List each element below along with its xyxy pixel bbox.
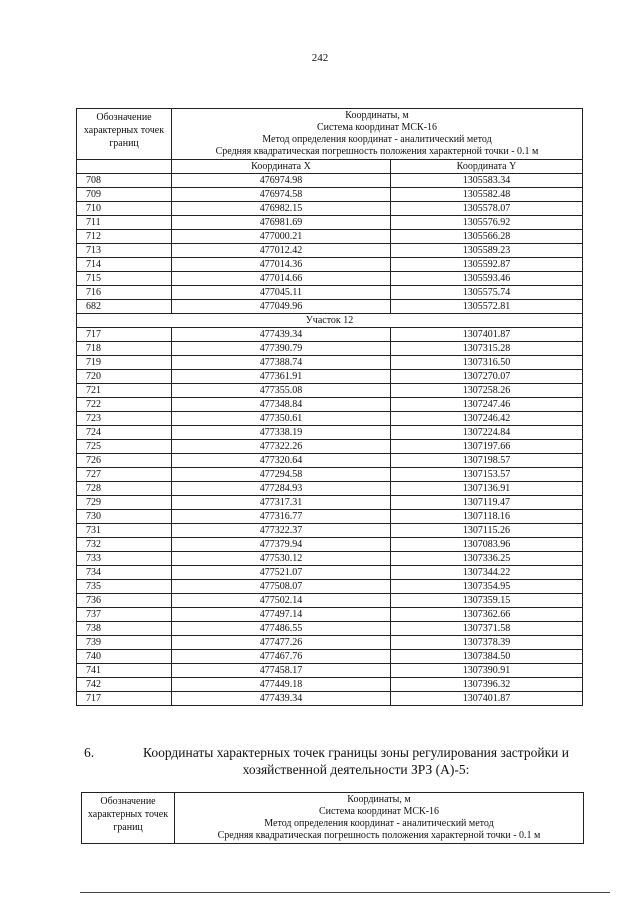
point-number-cell: 737 bbox=[77, 608, 172, 622]
table-row bbox=[77, 454, 583, 468]
section-6-heading bbox=[84, 744, 594, 778]
point-number-cell: 734 bbox=[77, 566, 172, 580]
coord-y-cell: 1307316.50 bbox=[391, 356, 583, 370]
section-label: Участок 12 bbox=[77, 314, 583, 328]
coord-y-cell: 1305583.34 bbox=[391, 174, 583, 188]
table-row bbox=[77, 482, 583, 496]
coord-x-cell: 476974.98 bbox=[172, 174, 391, 188]
empty-subheader-cell bbox=[77, 160, 172, 174]
table-row bbox=[77, 692, 583, 706]
coord-x-cell: 477530.12 bbox=[172, 552, 391, 566]
coord-x-cell: 477467.76 bbox=[172, 650, 391, 664]
point-number-cell: 719 bbox=[77, 356, 172, 370]
coord-y-cell: 1307344.22 bbox=[391, 566, 583, 580]
point-number-cell: 708 bbox=[77, 174, 172, 188]
table-row bbox=[77, 300, 583, 314]
coord-y-cell: 1307315.28 bbox=[391, 342, 583, 356]
coord-x-cell: 477350.61 bbox=[172, 412, 391, 426]
point-number-cell: 733 bbox=[77, 552, 172, 566]
bottom-rule bbox=[80, 892, 610, 893]
coord-y-cell: 1307384.50 bbox=[391, 650, 583, 664]
point-number-cell: 731 bbox=[77, 524, 172, 538]
coord-y-cell: 1307401.87 bbox=[391, 328, 583, 342]
table-row bbox=[77, 440, 583, 454]
coord-y-header: Координата Y bbox=[391, 160, 583, 174]
point-designation-header: Обозначение характерных точек границ bbox=[82, 793, 175, 844]
point-number-cell: 727 bbox=[77, 468, 172, 482]
coord-y-cell: 1307359.15 bbox=[391, 594, 583, 608]
coord-y-cell: 1307390.91 bbox=[391, 664, 583, 678]
coord-x-cell: 477439.34 bbox=[172, 692, 391, 706]
point-number-cell: 726 bbox=[77, 454, 172, 468]
mean-square-error: Средняя квадратическая погрешность положения характерной точки - 0.1 м bbox=[215, 146, 539, 157]
coordinates-title: Координаты, м bbox=[345, 110, 409, 121]
coord-x-cell: 477014.36 bbox=[172, 258, 391, 272]
table-row bbox=[77, 216, 583, 230]
table-row bbox=[77, 202, 583, 216]
coord-y-cell: 1307246.42 bbox=[391, 412, 583, 426]
point-number-cell: 729 bbox=[77, 496, 172, 510]
table-row bbox=[77, 412, 583, 426]
coord-y-cell: 1305593.46 bbox=[391, 272, 583, 286]
coord-x-cell: 477012.42 bbox=[172, 244, 391, 258]
table-row bbox=[77, 398, 583, 412]
coord-x-cell: 477508.07 bbox=[172, 580, 391, 594]
coord-y-cell: 1307371.58 bbox=[391, 622, 583, 636]
table-row bbox=[77, 664, 583, 678]
table-subheader-row bbox=[77, 160, 583, 174]
coord-x-cell: 477439.34 bbox=[172, 328, 391, 342]
coord-y-cell: 1307354.95 bbox=[391, 580, 583, 594]
coordinate-system: Система координат МСК-16 bbox=[316, 122, 438, 133]
coord-x-cell: 477284.93 bbox=[172, 482, 391, 496]
coord-y-cell: 1307258.26 bbox=[391, 384, 583, 398]
determination-method: Метод определения координат - аналитический метод bbox=[264, 818, 494, 829]
table-row bbox=[77, 510, 583, 524]
point-number-cell: 722 bbox=[77, 398, 172, 412]
coord-y-cell: 1307197.66 bbox=[391, 440, 583, 454]
coord-x-cell: 477316.77 bbox=[172, 510, 391, 524]
coord-x-cell: 477014.66 bbox=[172, 272, 391, 286]
table-row bbox=[77, 258, 583, 272]
coord-y-cell: 1307136.91 bbox=[391, 482, 583, 496]
coordinates-title: Координаты, м bbox=[347, 794, 411, 805]
table-row bbox=[77, 244, 583, 258]
point-number-cell: 717 bbox=[77, 328, 172, 342]
coord-x-cell: 477502.14 bbox=[172, 594, 391, 608]
coord-x-cell: 477320.64 bbox=[172, 454, 391, 468]
point-number-cell: 714 bbox=[77, 258, 172, 272]
coord-x-cell: 477338.19 bbox=[172, 426, 391, 440]
table-row bbox=[77, 566, 583, 580]
table-row bbox=[77, 524, 583, 538]
table-row bbox=[77, 608, 583, 622]
point-number-cell: 709 bbox=[77, 188, 172, 202]
coord-y-cell: 1307198.57 bbox=[391, 454, 583, 468]
table-row bbox=[77, 286, 583, 300]
coord-y-cell: 1307119.47 bbox=[391, 496, 583, 510]
point-number-cell: 711 bbox=[77, 216, 172, 230]
coord-x-cell: 477322.37 bbox=[172, 524, 391, 538]
table-header-row bbox=[82, 793, 584, 844]
coordinates-table-2 bbox=[81, 792, 584, 844]
table-row bbox=[77, 230, 583, 244]
point-number-cell: 710 bbox=[77, 202, 172, 216]
table-row bbox=[77, 328, 583, 342]
coord-x-cell: 477355.08 bbox=[172, 384, 391, 398]
coord-x-cell: 477322.26 bbox=[172, 440, 391, 454]
point-number-cell: 732 bbox=[77, 538, 172, 552]
coord-y-cell: 1305592.87 bbox=[391, 258, 583, 272]
coord-x-cell: 477449.18 bbox=[172, 678, 391, 692]
point-number-cell: 730 bbox=[77, 510, 172, 524]
coord-y-cell: 1307396.32 bbox=[391, 678, 583, 692]
coord-x-cell: 477477.26 bbox=[172, 636, 391, 650]
point-number-cell: 713 bbox=[77, 244, 172, 258]
table-row bbox=[77, 650, 583, 664]
table-row bbox=[77, 370, 583, 384]
coord-x-cell: 476974.58 bbox=[172, 188, 391, 202]
coord-y-cell: 1305575.74 bbox=[391, 286, 583, 300]
coord-y-cell: 1305572.81 bbox=[391, 300, 583, 314]
point-number-cell: 725 bbox=[77, 440, 172, 454]
coord-x-cell: 477521.07 bbox=[172, 566, 391, 580]
point-number-cell: 739 bbox=[77, 636, 172, 650]
page-number: 242 bbox=[311, 52, 329, 64]
point-number-cell: 742 bbox=[77, 678, 172, 692]
section-number: 6. bbox=[84, 745, 95, 760]
coord-x-cell: 477390.79 bbox=[172, 342, 391, 356]
coord-x-cell: 477000.21 bbox=[172, 230, 391, 244]
coord-x-cell: 477317.31 bbox=[172, 496, 391, 510]
coord-y-cell: 1307118.16 bbox=[391, 510, 583, 524]
coord-y-cell: 1305566.28 bbox=[391, 230, 583, 244]
table-row bbox=[77, 272, 583, 286]
point-number-cell: 735 bbox=[77, 580, 172, 594]
table-header-row bbox=[77, 109, 583, 160]
coord-y-cell: 1307378.39 bbox=[391, 636, 583, 650]
table-row bbox=[77, 580, 583, 594]
table-row bbox=[77, 342, 583, 356]
table-row bbox=[77, 636, 583, 650]
table-row bbox=[77, 538, 583, 552]
coord-y-cell: 1305589.23 bbox=[391, 244, 583, 258]
table-row bbox=[77, 188, 583, 202]
coord-y-cell: 1305576.92 bbox=[391, 216, 583, 230]
point-number-cell: 738 bbox=[77, 622, 172, 636]
coordinate-system: Система координат МСК-16 bbox=[318, 806, 440, 817]
table-row bbox=[77, 678, 583, 692]
point-number-cell: 682 bbox=[77, 300, 172, 314]
point-number-cell: 718 bbox=[77, 342, 172, 356]
section-title: Координаты характерных точек границы зоны регулирования застройки и хозяйственной деятельности ЗРЗ (А)-5: bbox=[143, 745, 569, 777]
coord-x-cell: 477497.14 bbox=[172, 608, 391, 622]
point-number-cell: 716 bbox=[77, 286, 172, 300]
coord-y-cell: 1307115.26 bbox=[391, 524, 583, 538]
coord-y-cell: 1305578.07 bbox=[391, 202, 583, 216]
table-row bbox=[77, 426, 583, 440]
coord-x-cell: 476981.69 bbox=[172, 216, 391, 230]
table-row bbox=[77, 174, 583, 188]
coord-y-cell: 1307247.46 bbox=[391, 398, 583, 412]
point-number-cell: 723 bbox=[77, 412, 172, 426]
coord-y-cell: 1307336.25 bbox=[391, 552, 583, 566]
coord-y-cell: 1307401.87 bbox=[391, 692, 583, 706]
coord-x-cell: 477361.91 bbox=[172, 370, 391, 384]
point-designation-header: Обозначение характерных точек границ bbox=[77, 109, 172, 160]
coordinates-table bbox=[76, 108, 583, 706]
coord-x-cell: 477348.84 bbox=[172, 398, 391, 412]
coord-x-cell: 477379.94 bbox=[172, 538, 391, 552]
point-number-cell: 741 bbox=[77, 664, 172, 678]
point-number-cell: 736 bbox=[77, 594, 172, 608]
determination-method: Метод определения координат - аналитический метод bbox=[262, 134, 492, 145]
point-number-cell: 721 bbox=[77, 384, 172, 398]
coord-x-cell: 477294.58 bbox=[172, 468, 391, 482]
section-row bbox=[77, 314, 583, 328]
coord-x-cell: 477049.96 bbox=[172, 300, 391, 314]
coord-x-cell: 477388.74 bbox=[172, 356, 391, 370]
table-row bbox=[77, 594, 583, 608]
table-row bbox=[77, 496, 583, 510]
mean-square-error: Средняя квадратическая погрешность положения характерной точки - 0.1 м bbox=[217, 830, 541, 841]
table-row bbox=[77, 356, 583, 370]
table-row bbox=[77, 552, 583, 566]
coord-x-cell: 476982.15 bbox=[172, 202, 391, 216]
point-number-cell: 740 bbox=[77, 650, 172, 664]
coord-x-cell: 477486.55 bbox=[172, 622, 391, 636]
coord-y-cell: 1307083.96 bbox=[391, 538, 583, 552]
coord-x-cell: 477045.11 bbox=[172, 286, 391, 300]
point-number-cell: 720 bbox=[77, 370, 172, 384]
table-row bbox=[77, 468, 583, 482]
point-number-cell: 712 bbox=[77, 230, 172, 244]
table-row bbox=[77, 384, 583, 398]
coord-y-cell: 1307270.07 bbox=[391, 370, 583, 384]
coordinates-header bbox=[172, 109, 583, 160]
table-row bbox=[77, 622, 583, 636]
coord-y-cell: 1307224.84 bbox=[391, 426, 583, 440]
point-number-cell: 717 bbox=[77, 692, 172, 706]
coordinates-header bbox=[175, 793, 584, 844]
point-number-cell: 728 bbox=[77, 482, 172, 496]
point-number-cell: 724 bbox=[77, 426, 172, 440]
coord-y-cell: 1307362.66 bbox=[391, 608, 583, 622]
point-number-cell: 715 bbox=[77, 272, 172, 286]
coord-x-header: Координата X bbox=[172, 160, 391, 174]
coord-y-cell: 1305582.48 bbox=[391, 188, 583, 202]
coord-y-cell: 1307153.57 bbox=[391, 468, 583, 482]
coord-x-cell: 477458.17 bbox=[172, 664, 391, 678]
